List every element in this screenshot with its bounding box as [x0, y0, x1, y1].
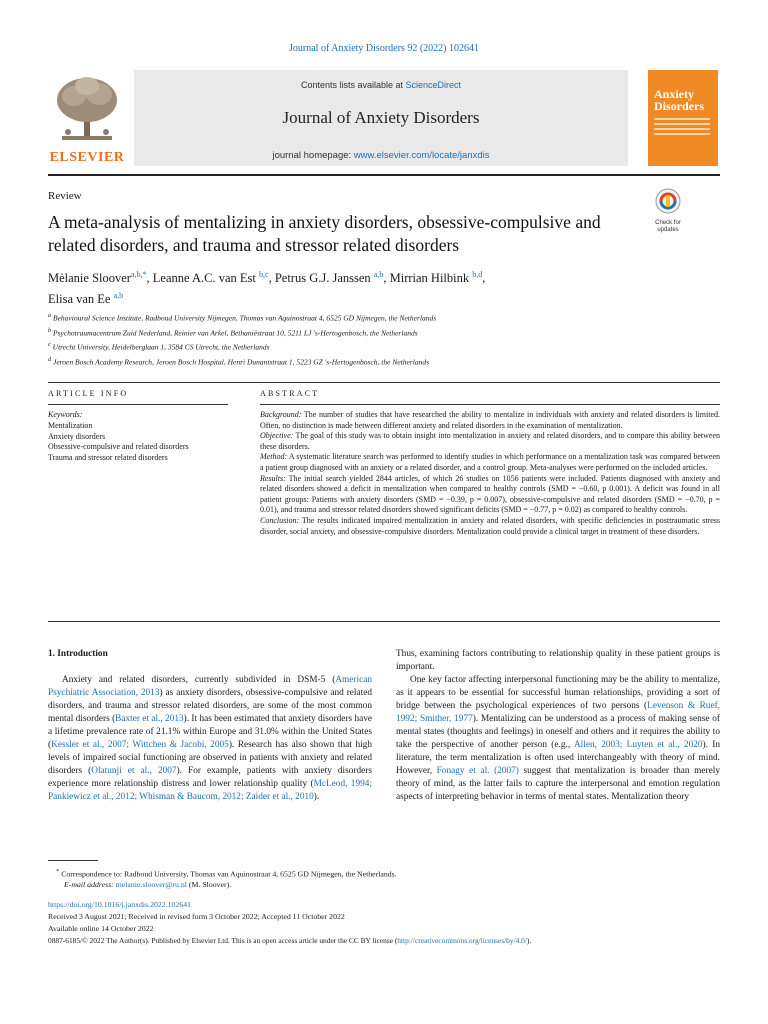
- check-for-updates-button[interactable]: [649, 187, 687, 233]
- email-note: [48, 879, 736, 891]
- license-suffix: ).: [526, 936, 532, 945]
- author-1[interactable]: [48, 271, 147, 285]
- article-type: Review: [48, 190, 82, 202]
- text-run: ). In literature, the term mentalization is often used interchangeably with theory of mind. However,: [396, 740, 720, 776]
- author-2[interactable]: [153, 271, 269, 285]
- journal-reference[interactable]: Journal of Anxiety Disorders 92 (2022) 102641: [289, 43, 479, 54]
- badge-line1: Check for: [655, 220, 681, 226]
- author-affiliation-marks[interactable]: a,b,*: [130, 270, 147, 279]
- author-name: Leanne A.C. van Est: [152, 271, 256, 286]
- citation-link[interactable]: Kessler et al., 2007; Wittchen & Jacobi, 2005: [51, 740, 229, 750]
- text-run: Anxiety and related disorders, currently subdivided in DSM-5 (: [62, 675, 336, 685]
- affiliation-text: Psychotraumacentrum Zuid Nederland, Reinier van Arkel, Bethaniëstraat 10, 5211 LJ 's-Hertogenbosch, the Netherlands: [53, 328, 418, 337]
- masthead: [48, 70, 720, 170]
- author-name: Mirrian Hilbink: [389, 271, 470, 286]
- affiliation-c: [48, 339, 720, 354]
- citation-link[interactable]: Fonagy et al. (2007): [436, 766, 519, 776]
- citation-link[interactable]: Levenson & Ruef, 1992; Smither, 1977: [396, 701, 720, 724]
- footnote-rule: [48, 860, 98, 861]
- text-run: One key factor affecting interpersonal functioning may be the ability to mentalize, as it appears to be essential for successful human relationships, providing a sort of bridge between the psychological experiences of two persons (: [396, 675, 720, 711]
- contents-prefix: Contents lists available at: [300, 80, 406, 90]
- journal-title: Journal of Anxiety Disorders: [282, 108, 480, 127]
- cover-title-line1: Anxiety: [654, 87, 694, 101]
- abstract-label: Objective:: [260, 431, 294, 441]
- abstract-text: The results indicated impaired mentalization in anxiety and related disorders, with specific deficiencies in posttraumatic stress disorder, social anxiety, and obsessive-compulsive disorders. Mentalization could provide a clinical target in treatment of these disorders.: [260, 515, 720, 536]
- keywords-block: [48, 410, 228, 464]
- abstract-text: The goal of this study was to obtain insight into mentalization in anxiety and related disorders, and to compare this ability between these disorders.: [260, 431, 720, 451]
- citation-link[interactable]: Allen, 2003; Luyten et al., 2020: [573, 740, 703, 750]
- affiliation-text: Behavioural Science Institute, Radboud University Nijmegen, Thomas van Aquinostraat 4, 6525 GD Nijmegen, the Netherlands: [53, 313, 437, 323]
- abstract-objective: [260, 431, 720, 452]
- intro-paragraph-2: [396, 674, 720, 804]
- author-affiliation-marks[interactable]: b,c: [259, 270, 269, 279]
- check-for-updates-icon: [649, 187, 687, 215]
- sciencedirect-link[interactable]: ScienceDirect: [405, 80, 462, 90]
- text-run: ) as anxiety disorders, obsessive-compulsive and related disorders, and trauma and stressor related disorders, are some of the most common mental disorders (: [48, 688, 372, 724]
- abstract-method: [260, 452, 720, 473]
- info-heading-rule: [48, 404, 228, 405]
- text-run: ). Research has also shown that high levels of impaired social functioning are observed in patients with anxiety and related disorders (: [48, 740, 372, 776]
- abstract-text: A systematic literature search was performed to identify studies in which performance on a mentalization task was compared between a patient group diagnosed with an anxiety or a related disorder, and a control group. Meta-analyses were performed on the included articles.: [260, 452, 720, 472]
- keyword: Trauma and stressor related disorders: [48, 453, 168, 463]
- text-run: ). For example, patients with anxiety disorders experience more relationship distress and lower relationship quality (: [48, 766, 372, 789]
- abstract-text: The initial search yielded 2844 articles, of which 26 studies on 1056 patients were included. Patients diagnosed with anxiety and related disorders showed a deficit in mentalization when compared to healthy controls (SMD = −0.60, p 0.001). A deficit was found in all patient groups: Patients with anxiety disorders (SMD = −0.39, p = 0.007), obsessive-compulsive and related disorders (SMD = −0.70, p = 0.01), and trauma and stressor related disorders showed significant deficits (SMD = −0.77, p = 0.02) as compared to healthy controls.: [260, 473, 720, 515]
- badge-line2: updates: [657, 227, 679, 233]
- author-4[interactable]: [390, 271, 483, 285]
- text-run: ). It has been estimated that anxiety disorders have a lifetime prevalence rate of 21.1% within Europe and 31.0% within the United States (: [48, 714, 372, 750]
- keyword: Mentalization: [48, 420, 93, 430]
- abstract-results: [260, 474, 720, 516]
- affiliation-mark: d: [48, 355, 52, 363]
- intro-paragraph-continued: Thus, examining factors contributing to relationship quality in these patient groups is important.: [396, 649, 720, 672]
- affiliation-d: [48, 354, 720, 369]
- citation-link[interactable]: Baxter et al., 2013: [115, 714, 184, 724]
- abstract-body: [260, 410, 720, 537]
- affiliation-mark: b: [48, 326, 52, 334]
- article-info-heading: ARTICLE INFO: [48, 389, 129, 398]
- license-line: [48, 935, 720, 947]
- author-affiliation-marks[interactable]: a,b: [113, 291, 124, 301]
- affiliation-text: Jeroen Bosch Academy Research, Jeroen Bosch Hospital, Henri Dunantstraat 1, 5223 GZ 's-Hertogenbosch, the Netherlands: [53, 357, 429, 366]
- masthead-band: [134, 70, 628, 166]
- license-link[interactable]: http://creativecommons.org/licenses/by/4.0/: [397, 936, 527, 945]
- masthead-rule: [48, 174, 720, 176]
- citation-link[interactable]: McLeod, 1994; Pankiewicz et al., 2012; Whisman & Baucom, 2012; Zaider et al., 2010: [48, 779, 372, 802]
- homepage-link[interactable]: www.elsevier.com/locate/janxdis: [353, 150, 490, 161]
- keyword: Anxiety disorders: [48, 431, 106, 441]
- affiliation-text: Utrecht University, Heidelberglaan 1, 3584 CS Utrecht, the Netherlands: [52, 342, 270, 352]
- affiliation-mark: a: [48, 312, 52, 319]
- keywords-label: Keywords:: [48, 410, 83, 419]
- abstract-label: Results:: [260, 473, 286, 483]
- email-label: E-mail address:: [64, 880, 116, 889]
- affiliation-b: [48, 325, 720, 340]
- correspondence-text: Correspondence to: Radboud University, Thomas van Aquinostraat 4, 6525 GD Nijmegen, the Netherlands.: [61, 869, 397, 879]
- abstract-label: Method:: [260, 452, 288, 462]
- abstract-conclusion: [260, 516, 720, 537]
- article-title: A meta-analysis of mentalizing in anxiety disorders, obsessive-compulsive and related disorders, and trauma and stressor related disorders: [48, 212, 601, 255]
- homepage-prefix: journal homepage:: [272, 150, 354, 161]
- doi-link[interactable]: https://doi.org/10.1016/j.janxdis.2022.102641: [48, 900, 192, 909]
- body-left-column: [48, 648, 372, 804]
- affiliation-a: [48, 310, 720, 325]
- abstract-bottom-rule: [48, 621, 720, 622]
- cover-title-line2: Disorders: [654, 99, 704, 113]
- author-affiliation-marks[interactable]: b,d: [472, 270, 483, 279]
- elsevier-logo[interactable]: [48, 70, 126, 166]
- online-line: Available online 14 October 2022: [48, 924, 154, 933]
- intro-heading: 1. Introduction: [48, 649, 108, 659]
- footnote-mark: *: [56, 868, 60, 875]
- cover-decoration: [654, 118, 710, 138]
- intro-paragraph-1: [48, 674, 372, 804]
- doi-line: [48, 899, 720, 911]
- affiliations: [48, 310, 720, 368]
- author-name: Elisa van Ee: [48, 292, 111, 307]
- abstract-background: [260, 410, 720, 431]
- abstract-label: Conclusion:: [260, 515, 300, 525]
- email-suffix: (M. Sloover).: [186, 880, 232, 889]
- contents-line: [134, 80, 628, 90]
- abstract-heading-rule: [260, 404, 720, 405]
- author-5[interactable]: [48, 292, 123, 306]
- author-name: Petrus G.J. Janssen: [274, 271, 371, 286]
- author-3[interactable]: [275, 271, 384, 285]
- author-list: Mèlanie Sloover$^{a,b,*}$, Leanne A.C. van Est $^{b,c}$, Petrus G.J. Janssen $^{a,b}$, Mirrian Hilbink $^{b,d}$, Elisa van Ee $^{a,b}$: [48, 270, 486, 307]
- cover-title: [654, 88, 704, 112]
- text-run: ). Mentalizing can be understood as a process of making sense of mental states (thoughts and feelings) in oneself and others and it requires the ability to take the perspective of another person (e.g.,: [396, 714, 721, 750]
- journal-cover-thumbnail[interactable]: [648, 70, 718, 166]
- abstract-heading: ABSTRACT: [260, 389, 320, 398]
- body-right-column: [396, 648, 720, 804]
- keyword: Obsessive-compulsive and related disorders: [48, 442, 189, 452]
- text-run: ).: [313, 792, 320, 802]
- elsevier-tree-logo-icon: [54, 74, 120, 146]
- citation-link[interactable]: Olatunji et al., 2007: [91, 766, 177, 776]
- affiliation-mark: c: [48, 341, 51, 348]
- info-top-rule: [48, 382, 720, 383]
- author-name: Mèlanie Sloover: [48, 271, 131, 286]
- received-line: Received 3 August 2021; Received in revised form 3 October 2022; Accepted 11 October 2022: [48, 912, 345, 921]
- text-run: suggest that mentalization is broader than merely theory of mind, as the latter fails to capture the interpersonal and emotion regulation aspects of interpreting behavior in terms of mental states. Mentalization theory: [396, 766, 720, 802]
- abstract-text: The number of studies that have researched the ability to mentalize in individuals with anxiety and related disorders is limited. Often, no distinction is made between different anxiety and related disorders in the examination of mentalization.: [260, 410, 720, 430]
- author-affiliation-marks[interactable]: a,b: [373, 270, 384, 279]
- license-text: 0887-6185/© 2022 The Author(s). Published by Elsevier Ltd. This is an open access article under the CC BY license (: [48, 936, 398, 945]
- abstract-label: Background:: [260, 410, 302, 419]
- publisher-name: ELSEVIER: [49, 150, 125, 165]
- email-link[interactable]: melanie.sloover@ru.nl: [115, 880, 187, 889]
- homepage-line: [134, 150, 628, 161]
- citation-link[interactable]: American Psychiatric Association, 2013: [48, 675, 372, 698]
